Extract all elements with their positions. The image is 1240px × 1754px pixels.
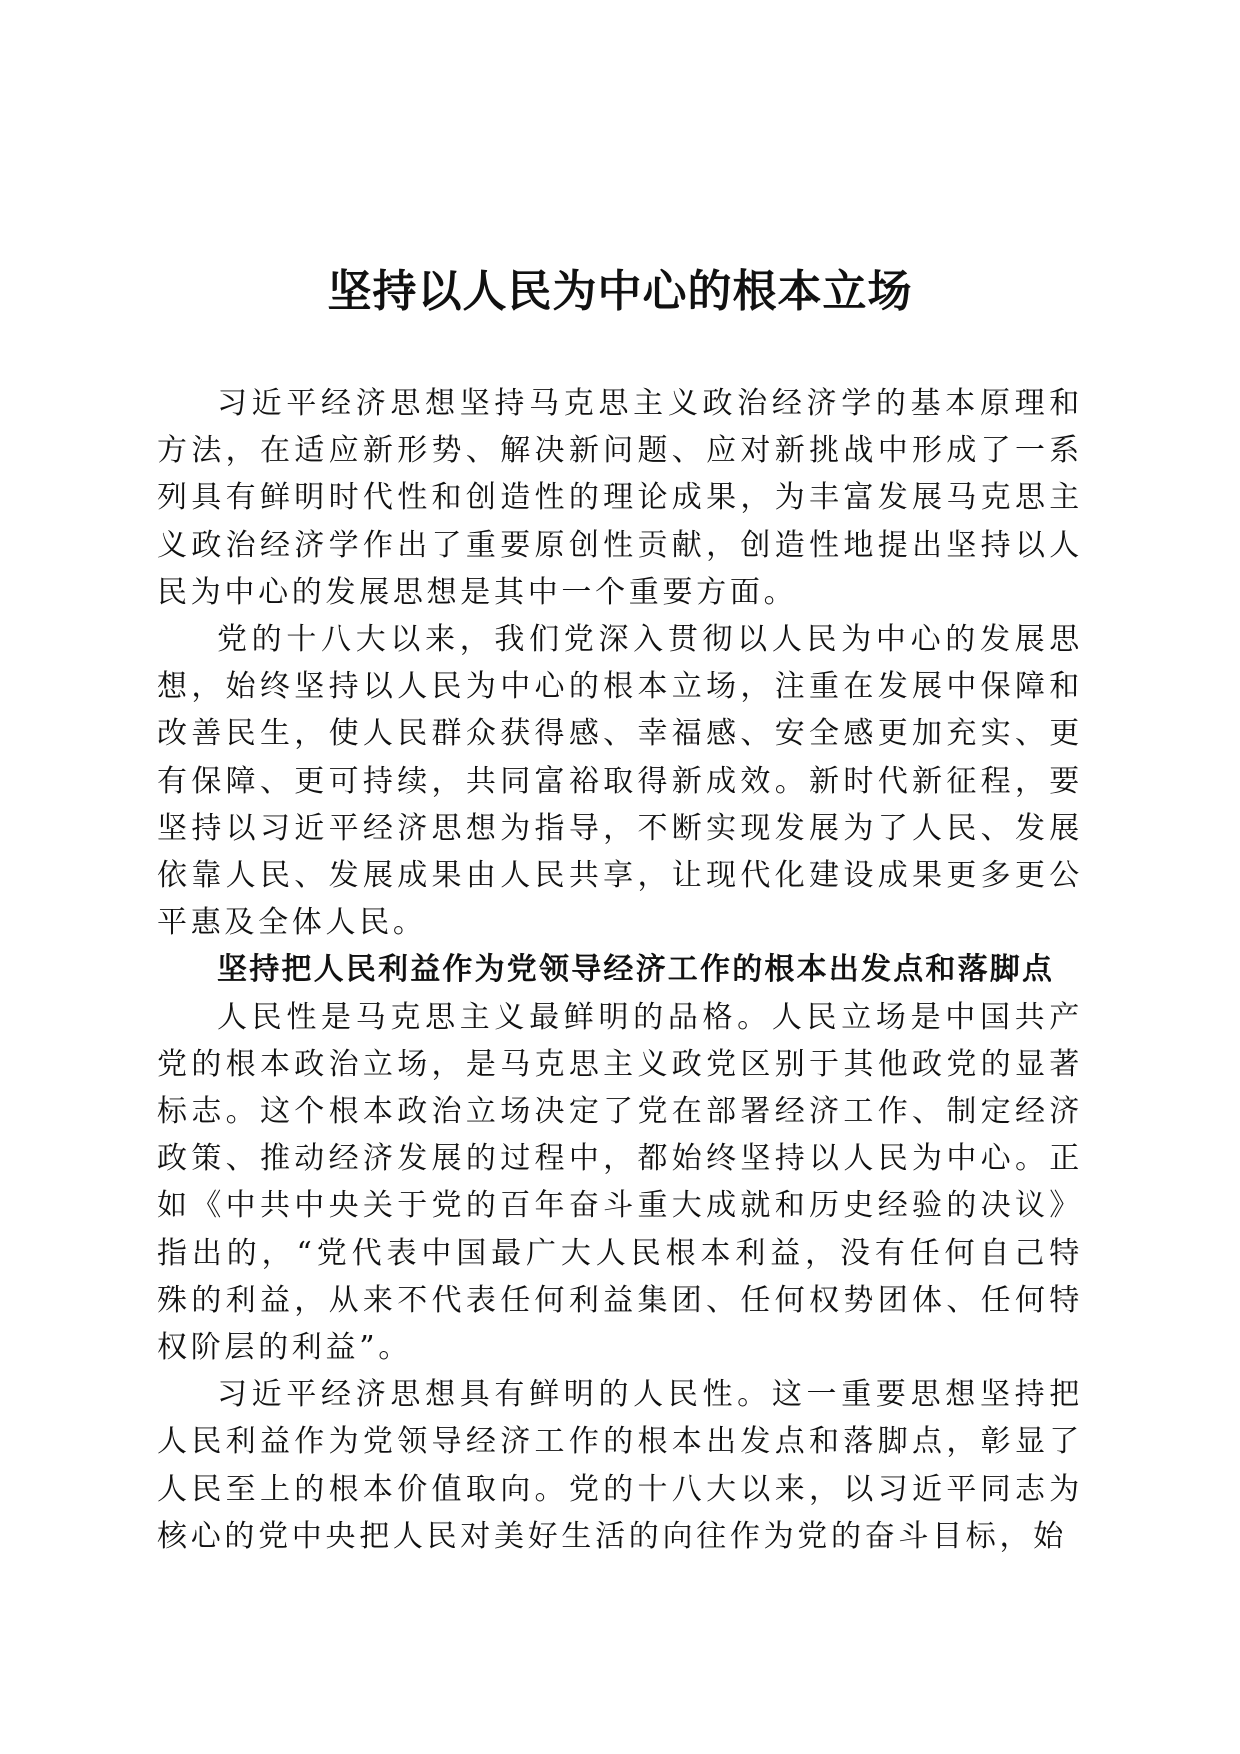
paragraph-since-18th-congress: 党的十八大以来，我们党深入贯彻以人民为中心的发展思想，始终坚持以人民为中心的根本立场，注重在发展中保障和改善民生，使人民群众获得感、幸福感、安全感更加充实、更有保障、更可持续，共同富裕取得新成效。新时代新征程，要坚持以习近平经济思想为指导，不断实现发展为了人民、发展依靠人民、发展成果由人民共享，让现代化建设成果更多更公平惠及全体人民。	[157, 622, 1083, 941]
paragraph-people-orientation: 习近平经济思想具有鲜明的人民性。这一重要思想坚持把人民利益作为党领导经济工作的根本出发点和落脚点，彰显了人民至上的根本价值取向。党的十八大以来，以习近平同志为核心的党中央把人民对美好生活的向往作为党的奋斗目标，始	[157, 1377, 1083, 1554]
document-body	[157, 380, 1083, 1560]
document-title: 坚持以人民为中心的根本立场	[327, 266, 913, 317]
paragraph-intro: 习近平经济思想坚持马克思主义政治经济学的基本原理和方法，在适应新形势、解决新问题、应对新挑战中形成了一系列具有鲜明时代性和创造性的理论成果，为丰富发展马克思主义政治经济学作出了重要原创性贡献，创造性地提出坚持以人民为中心的发展思想是其中一个重要方面。	[157, 386, 1083, 610]
paragraph-people-character: 人民性是马克思主义最鲜明的品格。人民立场是中国共产党的根本政治立场，是马克思主义政党区别于其他政党的显著标志。这个根本政治立场决定了党在部署经济工作、制定经济政策、推动经济发展的过程中，都始终坚持以人民为中心。正如《中共中央关于党的百年奋斗重大成就和历史经验的决议》指出的，“党代表中国最广大人民根本利益，没有任何自己特殊的利益，从来不代表任何利益集团、任何权势团体、任何特权阶层的利益”。	[157, 999, 1083, 1366]
section-heading: 坚持把人民利益作为党领导经济工作的根本出发点和落脚点	[217, 952, 1055, 988]
